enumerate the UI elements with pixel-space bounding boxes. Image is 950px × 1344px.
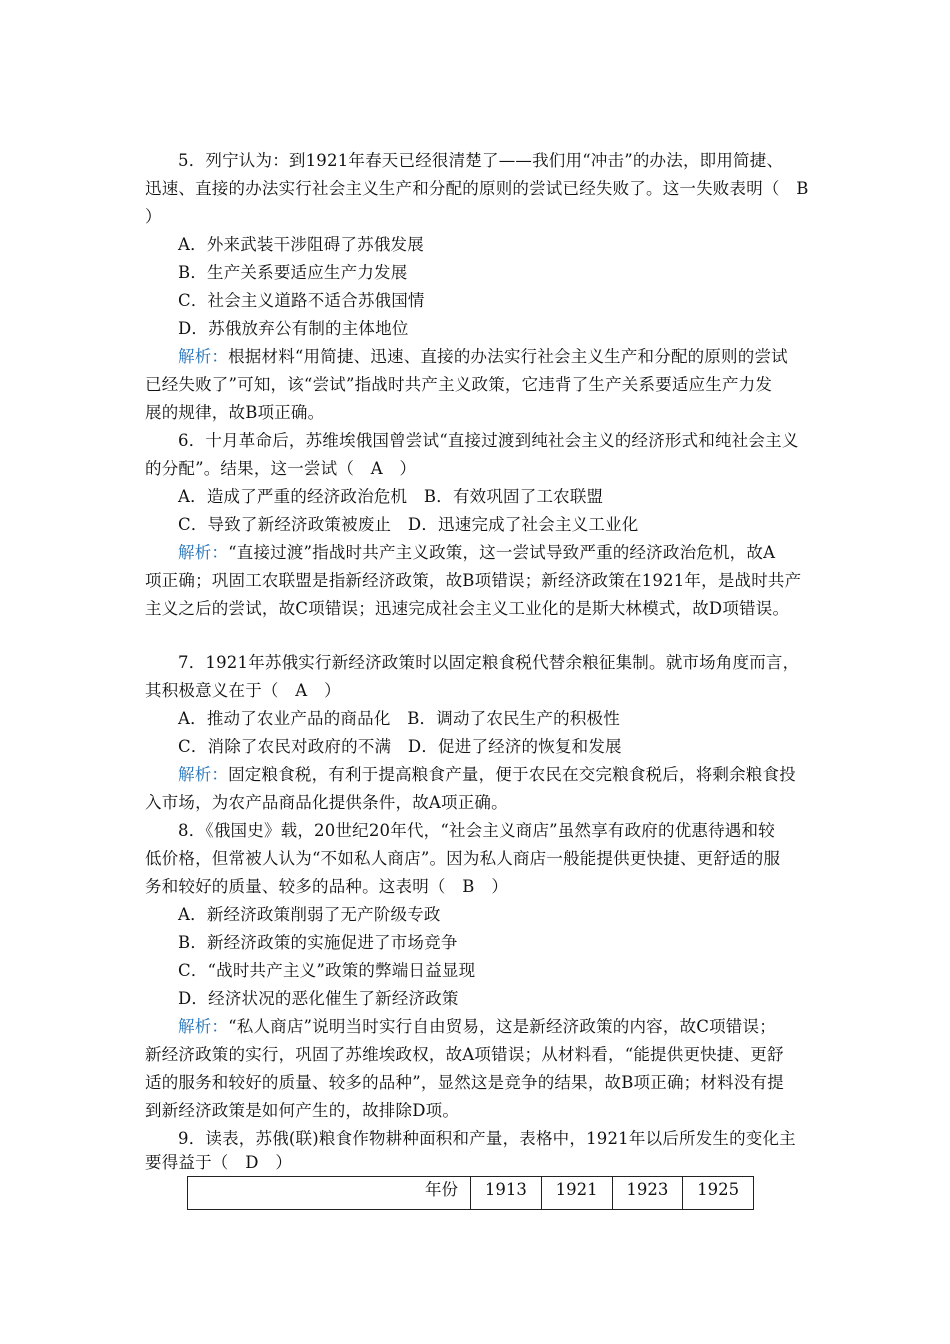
q5-stem-line-2: 迅速、直接的办法实行社会主义生产和分配的原则的尝试已经失败了。这一失败表明（ B <box>145 179 809 198</box>
q8-stem-line-2: 低价格，但常被人认为“不如私人商店”。因为私人商店一般能提供更快捷、更舒适的服 <box>145 849 781 868</box>
q8-stem-line-1: 8．《俄国史》载，20世纪20年代，“社会主义商店”虽然享有政府的优惠待遇和较 <box>178 821 775 840</box>
q7-analysis-label: 解析： <box>178 765 229 784</box>
q7-analysis-line-1 <box>178 764 843 786</box>
q6-analysis-line-1 <box>178 542 843 564</box>
q7-stem-line-1: 7．1921年苏俄实行新经济政策时以固定粮食税代替余粮征集制。就市场角度而言， <box>178 653 800 672</box>
q6-analysis-label: 解析： <box>178 543 229 562</box>
q8-analysis-line-4: 到新经济政策是如何产生的，故排除D项。 <box>145 1101 460 1120</box>
q6-analysis-line-2: 项正确；巩固工农联盟是指新经济政策，故B项错误；新经济政策在1921年，是战时共产 <box>145 571 802 590</box>
q5-option-c: C．社会主义道路不适合苏俄国情 <box>178 291 425 310</box>
q5-option-a: A．外来武装干涉阻碍了苏俄发展 <box>178 235 424 254</box>
q8-analysis-line-2: 新经济政策的实行，巩固了苏维埃政权，故A项错误；从材料看，“能提供更快捷、更舒 <box>145 1045 784 1064</box>
q5-option-b: B．生产关系要适应生产力发展 <box>178 263 408 282</box>
q9-stem-line-2: 要得益于（ D ） <box>145 1153 293 1172</box>
table-cell-year: 1923 <box>612 1177 683 1210</box>
q9-data-table <box>187 1176 754 1210</box>
q8-stem-line-3: 务和较好的质量、较多的品种。这表明（ B ） <box>145 877 509 896</box>
q8-option-a: A．新经济政策削弱了无产阶级专政 <box>178 905 441 924</box>
q6-stem-line-1: 6．十月革命后，苏维埃俄国曾尝试“直接过渡到纯社会主义的经济形式和纯社会主义 <box>178 431 799 450</box>
q7-stem-line-2: 其积极意义在于（ A ） <box>145 681 341 700</box>
q6-stem-line-2: 的分配”。结果，这一尝试（ A ） <box>145 459 417 478</box>
table-row <box>188 1177 754 1210</box>
q7-options-ab: A．推动了农业产品的商品化 B．调动了农民生产的积极性 <box>178 709 620 728</box>
q5-stem-line-3: ） <box>145 207 162 226</box>
q5-option-d: D．苏俄放弃公有制的主体地位 <box>178 319 409 338</box>
q8-option-c: C．“战时共产主义”政策的弊端日益显现 <box>178 961 476 980</box>
q5-analysis-text-1: 根据材料“用简捷、迅速、直接的办法实行社会主义生产和分配的原则的尝试 <box>228 347 788 366</box>
q6-options-ab: A．造成了严重的经济政治危机 B．有效巩固了工农联盟 <box>178 487 604 506</box>
q5-analysis-label: 解析： <box>178 347 229 366</box>
q8-option-d: D．经济状况的恶化催生了新经济政策 <box>178 989 459 1008</box>
q5-analysis-line-2: 已经失败了”可知，该“尝试”指战时共产主义政策，它违背了生产关系要适应生产力发 <box>145 375 773 394</box>
q5-analysis-line-1 <box>178 346 843 368</box>
q7-analysis-line-2: 入市场，为农产品商品化提供条件，故A项正确。 <box>145 793 508 812</box>
q5-stem-line-1: 5．列宁认为：到1921年春天已经很清楚了——我们用“冲击”的办法，即用简捷、 <box>178 151 784 170</box>
q7-options-cd: C．消除了农民对政府的不满 D．促进了经济的恢复和发展 <box>178 737 622 756</box>
table-cell-year: 1921 <box>541 1177 612 1210</box>
q8-option-b: B．新经济政策的实施促进了市场竞争 <box>178 933 458 952</box>
q7-analysis-text-1: 固定粮食税，有利于提高粮食产量，便于农民在交完粮食税后，将剩余粮食投 <box>228 765 796 784</box>
q8-analysis-label: 解析： <box>178 1017 229 1036</box>
q9-stem-line-1: 9．读表，苏俄(联)粮食作物耕种面积和产量，表格中，1921年以后所发生的变化主 <box>178 1129 796 1148</box>
table-cell-year: 1913 <box>471 1177 542 1210</box>
table-header-year: 年份 <box>188 1177 471 1210</box>
q8-analysis-line-3: 适的服务和较好的质量、较多的品种”，显然这是竞争的结果，故B项正确；材料没有提 <box>145 1073 784 1092</box>
q6-analysis-text-1: “直接过渡”指战时共产主义政策，这一尝试导致严重的经济政治危机，故A <box>228 543 776 562</box>
table-cell-year: 1925 <box>683 1177 754 1210</box>
q8-analysis-text-1: “私人商店”说明当时实行自由贸易，这是新经济政策的内容，故C项错误； <box>228 1017 776 1036</box>
q6-analysis-line-3: 主义之后的尝试，故C项错误；迅速完成社会主义工业化的是斯大林模式，故D项错误。 <box>145 599 790 618</box>
q5-analysis-line-3: 展的规律，故B项正确。 <box>145 403 325 422</box>
q8-analysis-line-1 <box>178 1016 843 1038</box>
q6-options-cd: C．导致了新经济政策被废止 D．迅速完成了社会主义工业化 <box>178 515 639 534</box>
